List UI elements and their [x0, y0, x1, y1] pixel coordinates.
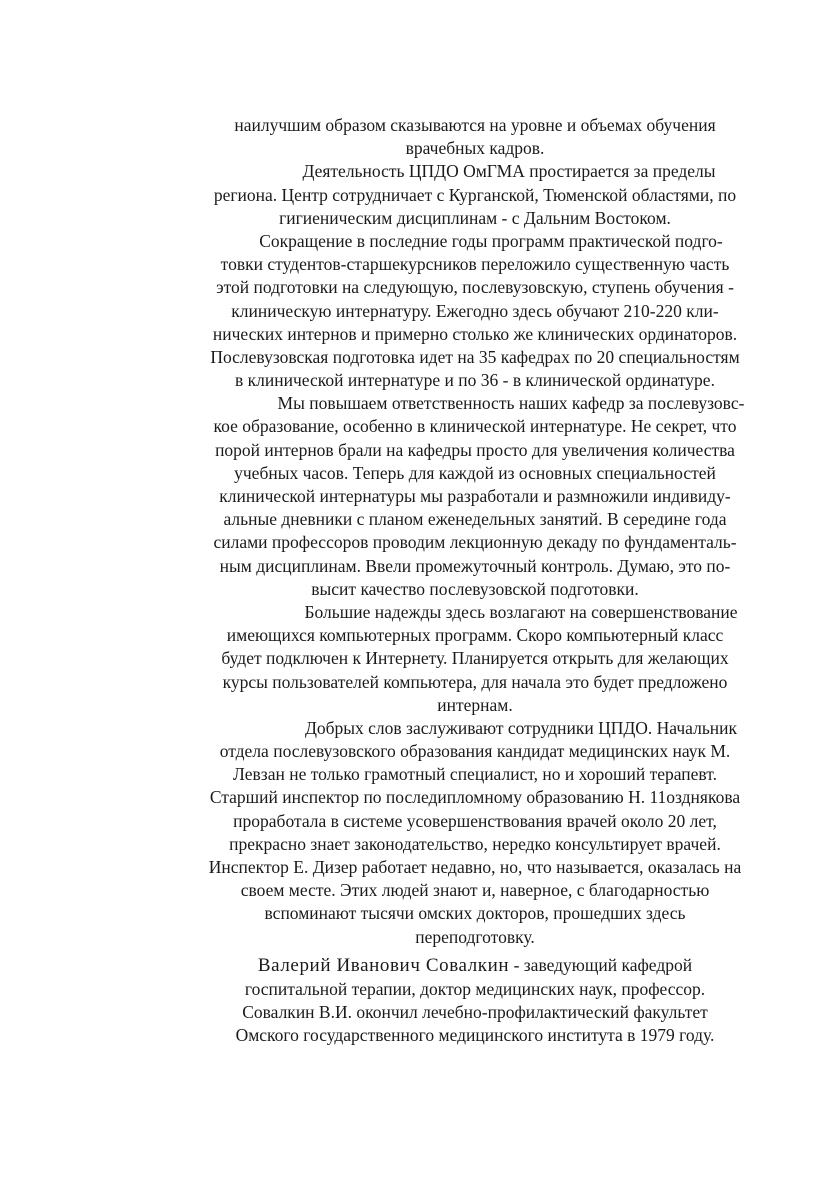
- text-line: Большие надежды здесь возлагают на совершенствование: [304, 601, 738, 622]
- text-line: ным дисциплинам. Ввели промежуточный контроль. Думаю, это по-: [219, 555, 731, 576]
- text-line: наилучшим образом сказываются на уровне и объемах обучения: [234, 115, 716, 135]
- paragraph: [160, 160, 790, 230]
- author-bio-heading-line: [160, 953, 790, 978]
- text-line: этой подготовки на следующую, послевузовскую, ступень обучения -: [216, 277, 734, 298]
- text-line: высит качество послевузовской подготовки.: [311, 578, 639, 599]
- paragraph: [160, 717, 790, 949]
- text-line: своем месте. Этих людей знают и, наверное, с благодарностью: [240, 880, 710, 901]
- text-line: Левзан не только грамотный специалист, но и хороший терапевт.: [233, 764, 717, 785]
- text-line: гигиеническим дисциплинам - с Дальним Востоком.: [279, 207, 671, 228]
- author-position-start: - заведующий кафедрой: [509, 954, 693, 975]
- text-line: Добрых слов заслуживают сотрудники ЦПДО. Начальник: [304, 717, 738, 738]
- text-line: нических интернов и примерно столько же клинических ординаторов.: [212, 323, 738, 344]
- text-line: силами профессоров проводим лекционную декаду по фундаменталь-: [213, 532, 737, 553]
- text-line: отдела послевузовского образования кандидат медицинских наук М.: [219, 741, 731, 762]
- paragraph: [160, 230, 790, 392]
- text-line: переподготовку.: [415, 926, 535, 947]
- text-line: кое образование, особенно в клинической интернатуре. Не секрет, что: [213, 416, 737, 437]
- text-line: имеющихся компьютерных программ. Скоро компьютерный класс: [226, 625, 724, 646]
- text-line: проработала в системе усовершенствования врачей около 20 лет,: [233, 810, 717, 831]
- text-line: Сокращение в последние годы программ практической подго-: [259, 230, 723, 251]
- text-line: Деятельность ЦПДО ОмГМА простирается за пределы: [302, 161, 716, 182]
- text-line: Омского государственного медицинского института в 1979 году.: [235, 1025, 715, 1046]
- text-line: Совалкин В.И. окончил лечебно-профилактический факультет: [242, 1001, 708, 1022]
- paragraph: [160, 601, 790, 717]
- document-body: [160, 114, 790, 949]
- text-line: товки студентов-старшекурсников переложило существенную часть: [220, 254, 730, 275]
- text-line: прекрасно знает законодательство, нередко консультирует врачей.: [229, 833, 721, 854]
- text-line: в клинической интернатуре и по 36 - в клинической ординатуре.: [235, 370, 715, 391]
- author-bio-text: [160, 978, 790, 1048]
- author-bio: [160, 953, 790, 1048]
- paragraph: [160, 392, 790, 601]
- text-line: клинической интернатуры мы разработали и размножили индивиду-: [219, 486, 731, 506]
- text-line: Старший инспектор по последипломному образованию Н. 11озднякова: [209, 787, 741, 808]
- text-line: Инспектор Е. Дизер работает недавно, но, что называется, оказалась на: [208, 857, 742, 877]
- text-line: госпитальной терапии, доктор медицинских наук, профессор.: [244, 978, 706, 999]
- text-line: учебных часов. Теперь для каждой из основных специальностей: [234, 462, 716, 483]
- text-line: будет подключен к Интернету. Планируется открыть для желающих: [221, 648, 729, 669]
- text-line: врачебных кадров.: [405, 138, 545, 159]
- text-line: вспоминают тысячи омских докторов, прошедших здесь: [264, 903, 686, 924]
- text-line: Послевузовская подготовка идет на 35 кафедрах по 20 специальностям: [210, 346, 740, 367]
- text-line: интернам.: [437, 694, 513, 715]
- text-line: порой интернов брали на кафедры просто для увеличения количества: [215, 439, 735, 460]
- text-line: Мы повышаем ответственность наших кафедр за послевузовс-: [277, 393, 745, 414]
- text-line: альные дневники с планом еженедельных занятий. В середине года: [223, 509, 727, 530]
- paragraph: [160, 114, 790, 160]
- text-line: курсы пользователей компьютера, для начала это будет предложено: [222, 671, 728, 692]
- author-name: Валерий Иванович Совалкин: [257, 954, 510, 976]
- document-page: [160, 114, 790, 1047]
- text-line: региона. Центр сотрудничает с Курганской, Тюменской областями, по: [213, 184, 737, 205]
- text-line: клиническую интернатуру. Ежегодно здесь обучают 210-220 кли-: [231, 300, 719, 321]
